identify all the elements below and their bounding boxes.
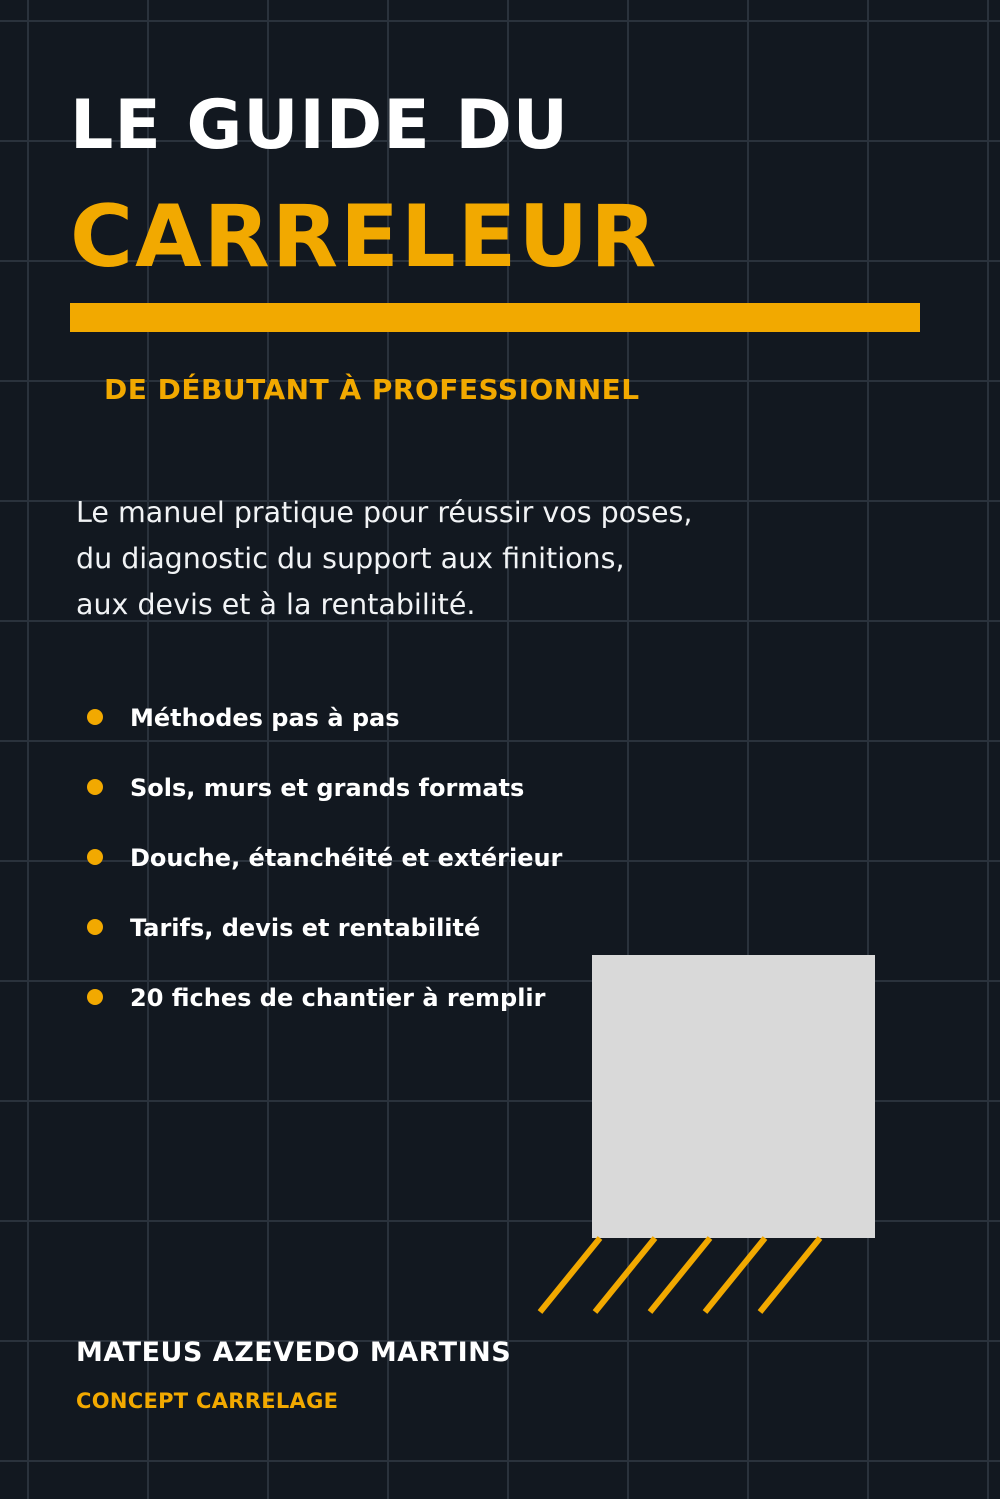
feature-label: Méthodes pas à pas — [130, 704, 400, 732]
bullet-dot-icon — [87, 919, 103, 935]
tile-illustration — [592, 955, 875, 1238]
bullet-dot-icon — [87, 849, 103, 865]
description — [76, 490, 796, 628]
feature-item — [86, 980, 562, 1050]
feature-list — [86, 700, 562, 1050]
tile-stripes-icon — [530, 1236, 830, 1316]
publisher-name: CONCEPT CARRELAGE — [76, 1389, 339, 1413]
feature-item — [86, 700, 562, 770]
feature-item — [86, 840, 562, 910]
title-line-2: CARRELEUR — [70, 187, 659, 287]
subtitle: DE DÉBUTANT À PROFESSIONNEL — [104, 373, 640, 406]
author-name: MATEUS AZEVEDO MARTINS — [76, 1337, 512, 1368]
description-line: Le manuel pratique pour réussir vos poses, — [76, 496, 693, 529]
title-line-1: LE GUIDE DU — [70, 86, 570, 165]
feature-label: Douche, étanchéité et extérieur — [130, 844, 563, 872]
bullet-dot-icon — [87, 779, 103, 795]
feature-item — [86, 770, 562, 840]
description-line: aux devis et à la rentabilité. — [76, 588, 476, 621]
feature-label: Tarifs, devis et rentabilité — [130, 914, 481, 942]
bullet-dot-icon — [87, 989, 103, 1005]
description-line: du diagnostic du support aux finitions, — [76, 542, 625, 575]
title-underline-bar — [70, 303, 920, 332]
bullet-dot-icon — [87, 709, 103, 725]
feature-item — [86, 910, 562, 980]
feature-label: Sols, murs et grands formats — [130, 774, 525, 802]
feature-label: 20 fiches de chantier à remplir — [130, 984, 546, 1012]
